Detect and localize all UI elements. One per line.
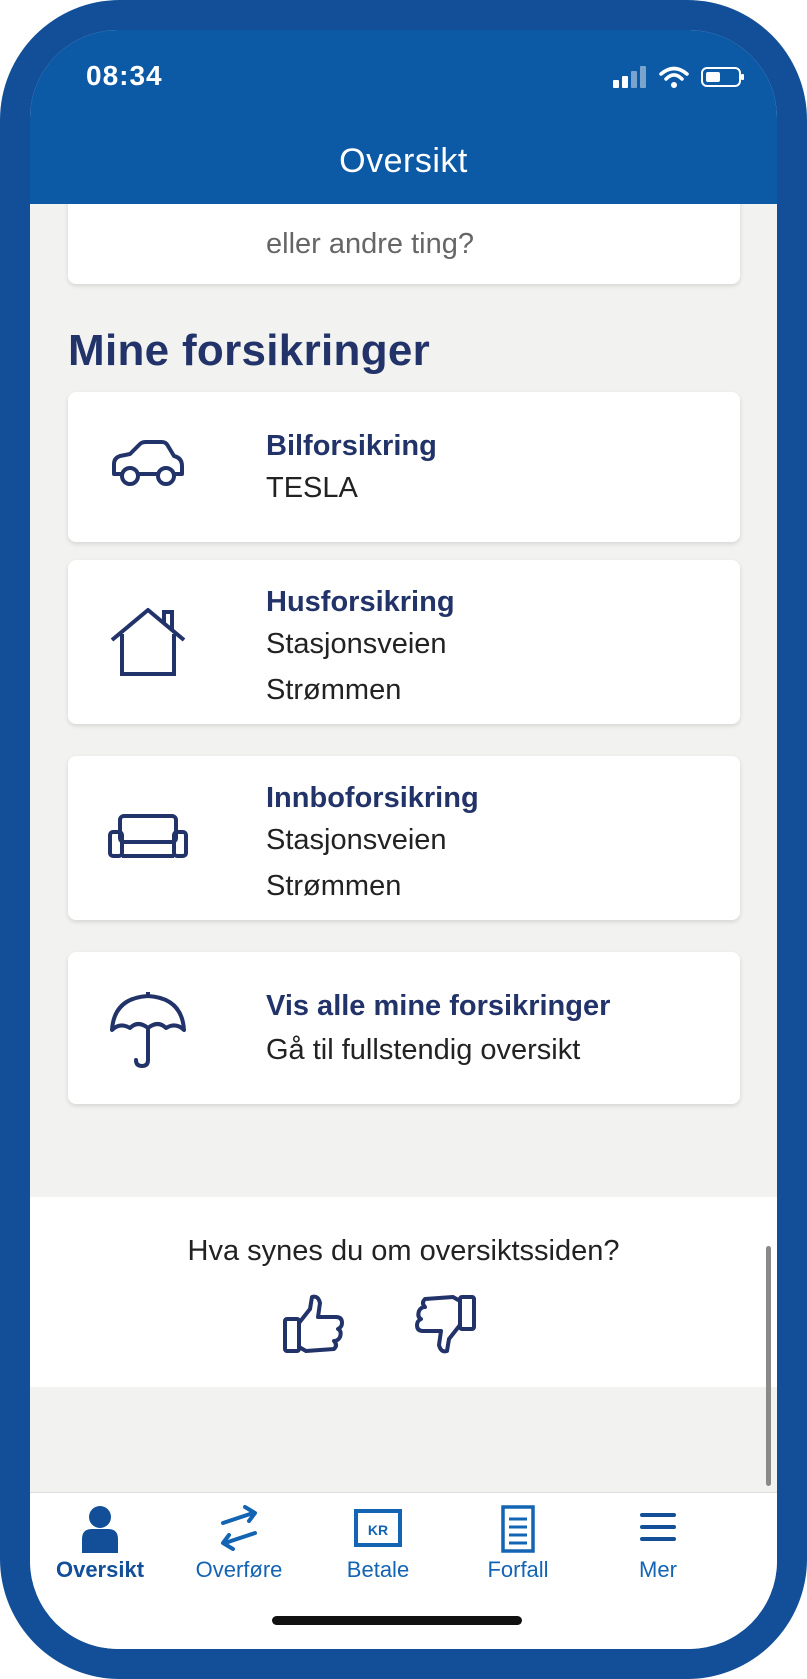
tab-overfore[interactable] (164, 1493, 314, 1603)
scrollbar[interactable] (766, 1246, 771, 1486)
home-indicator[interactable] (272, 1616, 522, 1625)
document-icon (488, 1505, 548, 1553)
transfer-arrows-icon (209, 1505, 269, 1553)
insurance-detail-2: Strømmen (266, 674, 402, 706)
menu-icon (628, 1505, 688, 1553)
person-icon (70, 1505, 130, 1553)
signal-icon (613, 66, 647, 88)
page-title: Oversikt (339, 142, 468, 180)
insurance-detail: Stasjonsveien (266, 628, 447, 660)
status-icons (613, 66, 745, 88)
tab-label: Oversikt (55, 1557, 145, 1582)
tab-bar (30, 1492, 777, 1649)
insurance-title: Bilforsikring (266, 430, 437, 462)
car-icon (108, 436, 188, 496)
insurance-card-contents[interactable] (68, 756, 740, 920)
insurance-title: Vis alle mine forsikringer (266, 990, 611, 1022)
insurance-detail: Stasjonsveien (266, 824, 447, 856)
partial-card-text: eller andre ting? (266, 228, 474, 260)
insurance-card-car[interactable] (68, 392, 740, 542)
top-bar (30, 30, 777, 204)
thumbs-up-icon[interactable] (282, 1293, 346, 1355)
insurance-card-all[interactable] (68, 952, 740, 1104)
house-icon (108, 606, 188, 678)
tab-label: Forfall (487, 1557, 549, 1582)
app-screen (30, 30, 777, 1649)
tab-label: Mer (639, 1557, 677, 1582)
insurance-detail-2: Strømmen (266, 870, 402, 902)
feedback-question: Hva synes du om oversiktssiden? (187, 1235, 620, 1267)
kr-icon (348, 1505, 408, 1553)
thumbs-down-icon[interactable] (413, 1293, 477, 1355)
insurance-card-house[interactable] (68, 560, 740, 724)
insurance-title: Innboforsikring (266, 782, 479, 814)
info-card-partial[interactable] (68, 204, 740, 284)
tab-betale[interactable] (303, 1493, 453, 1603)
status-time: 08:34 (86, 60, 163, 91)
tab-label: Betale (346, 1557, 410, 1582)
tab-oversikt[interactable] (30, 1493, 175, 1603)
tab-label: Overføre (195, 1557, 283, 1582)
section-title: Mine forsikringer (68, 326, 431, 375)
umbrella-icon (108, 990, 188, 1070)
insurance-detail: TESLA (266, 472, 358, 504)
feedback-section (30, 1197, 777, 1387)
insurance-detail: Gå til fullstendig oversikt (266, 1034, 581, 1066)
sofa-icon (108, 812, 188, 862)
svg-text:KR: KR (367, 1522, 389, 1538)
wifi-icon (659, 66, 689, 88)
tab-forfall[interactable] (443, 1493, 593, 1603)
tab-mer[interactable] (583, 1493, 733, 1603)
scroll-content[interactable] (30, 204, 777, 1524)
insurance-title: Husforsikring (266, 586, 455, 618)
battery-icon (701, 66, 745, 88)
